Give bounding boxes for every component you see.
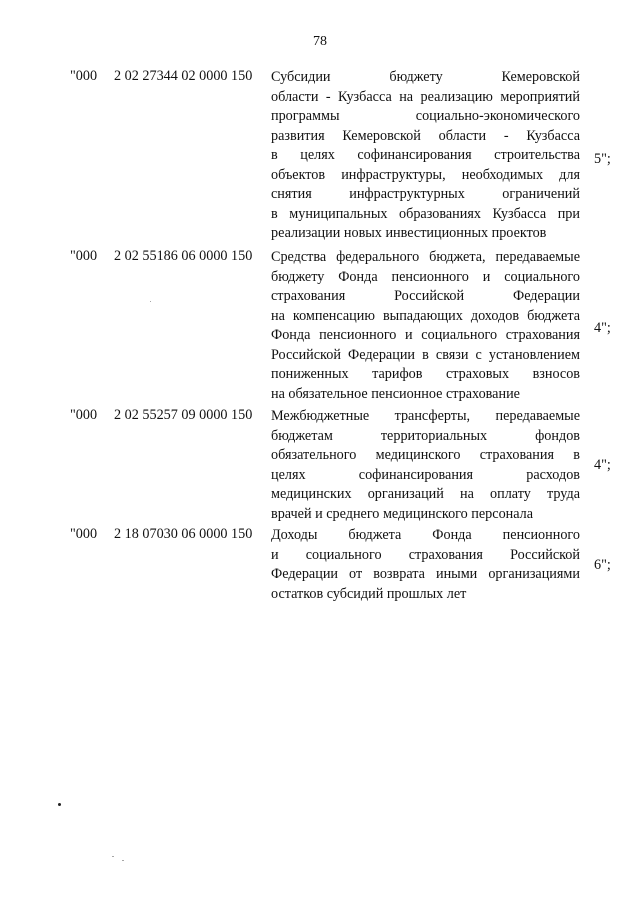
description-line: снятия инфраструктурных ограничений <box>271 186 580 202</box>
description-line: страхования Российской Федерации <box>271 288 580 304</box>
row-rate: 5"; <box>594 151 611 167</box>
description-line: объектов инфраструктуры, необходимых для <box>271 166 580 183</box>
description-line: Доходы бюджета Фонда пенсионного <box>271 527 580 543</box>
scan-speck <box>58 803 61 806</box>
description-line: в муниципальных образованиях Кузбасса при <box>271 205 580 222</box>
description-line: целях софинансирования расходов <box>271 466 580 483</box>
budget-classification-code: 2 02 55186 06 0000 150 <box>114 248 253 264</box>
scan-speck <box>122 860 124 861</box>
scan-speck <box>150 301 151 302</box>
row-description <box>271 407 580 524</box>
description-line: на обязательное пенсионное страхование <box>271 385 520 402</box>
scan-speck <box>112 856 114 857</box>
description-line: Средства федерального бюджета, передаваемые <box>271 249 580 265</box>
description-line: области - Кузбасса на реализацию мероприятий <box>271 88 580 105</box>
description-line: Фонда пенсионного и социального страхования <box>271 327 580 343</box>
description-line: в целях софинансирования строительства <box>271 147 580 163</box>
row-quote-prefix: "000 <box>70 68 98 84</box>
row-rate: 6"; <box>594 557 611 573</box>
row-description <box>271 68 580 244</box>
description-line: Субсидии бюджету Кемеровской <box>271 69 580 85</box>
row-description <box>271 526 580 604</box>
description-line: Федерации от возврата иными организациями <box>271 566 580 582</box>
budget-classification-code: 2 02 55257 09 0000 150 <box>114 407 253 423</box>
description-line: бюджетам территориальных фондов <box>271 427 580 444</box>
description-line: Российской Федерации в связи с установлением <box>271 346 580 363</box>
description-line: и социального страхования Российской <box>271 546 580 563</box>
description-line: бюджету Фонда пенсионного и социального <box>271 268 580 285</box>
budget-classification-code: 2 18 07030 06 0000 150 <box>114 526 253 542</box>
row-quote-prefix: "000 <box>70 407 98 423</box>
row-rate: 4"; <box>594 457 611 473</box>
row-rate: 4"; <box>594 320 611 336</box>
row-quote-prefix: "000 <box>70 248 98 264</box>
page-number: 78 <box>313 34 327 49</box>
description-line: программы социально-экономического <box>271 108 580 124</box>
budget-classification-code: 2 02 27344 02 0000 150 <box>114 68 253 84</box>
description-line: медицинских организаций на оплату труда <box>271 486 580 502</box>
row-quote-prefix: "000 <box>70 526 98 542</box>
description-line: развития Кемеровской области - Кузбасса <box>271 127 580 144</box>
description-line: реализации новых инвестиционных проектов <box>271 225 547 241</box>
row-description <box>271 248 580 404</box>
description-line: Межбюджетные трансферты, передаваемые <box>271 408 580 424</box>
description-line: на компенсацию выпадающих доходов бюджета <box>271 307 580 324</box>
description-line: врачей и среднего медицинского персонала <box>271 505 534 522</box>
description-line: остатков субсидий прошлых лет <box>271 585 467 602</box>
description-line: обязательного медицинского страхования в <box>271 447 580 463</box>
description-line: пониженных тарифов страховых взносов <box>271 366 580 382</box>
